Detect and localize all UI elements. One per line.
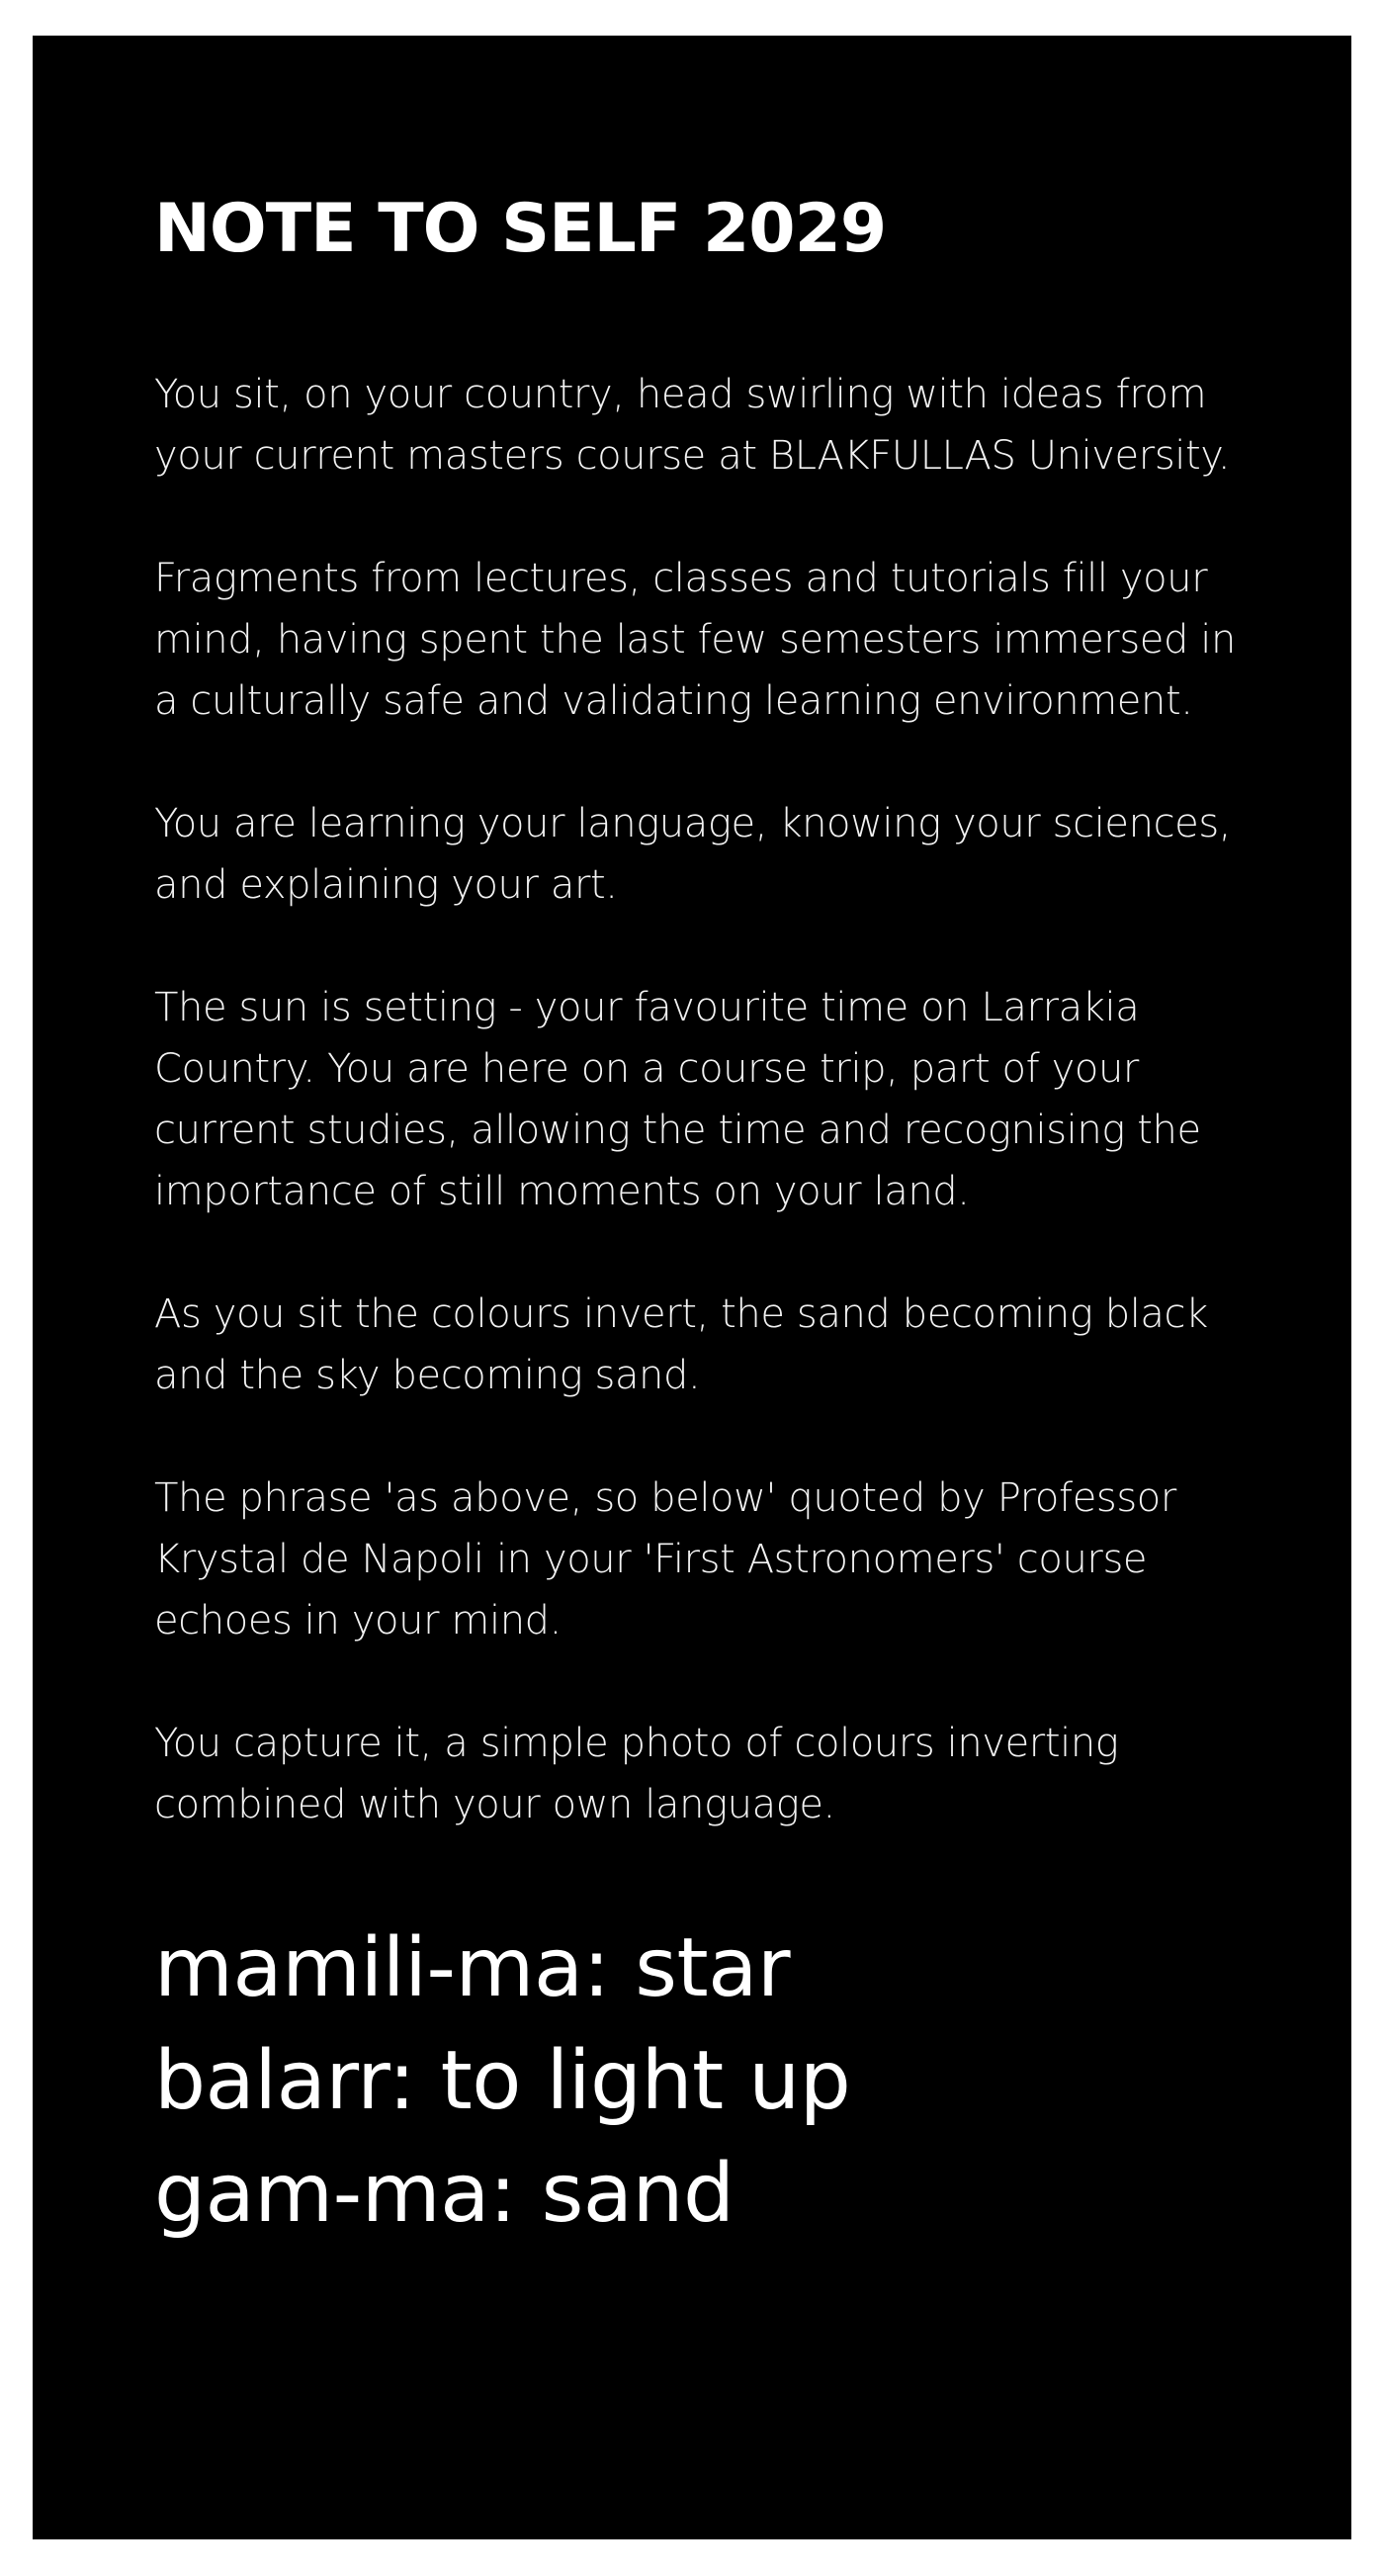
paragraph: You sit, on your country, head swirling with ideas from your current masters course at BLAKFULLAS University. xyxy=(154,372,1231,479)
paragraph: As you sit the colours invert, the sand becoming black and the sky becoming sand. xyxy=(154,1291,1208,1398)
language-glossary xyxy=(154,1912,1233,2251)
paragraph: You capture it, a simple photo of colours inverting combined with your own language. xyxy=(154,1721,1119,1827)
paragraph: Fragments from lectures, classes and tutorials fill your mind, having spent the last few semesters immersed in a culturally safe and validating learning environment. xyxy=(154,556,1236,724)
note-card xyxy=(33,36,1351,2539)
glossary-entry: mamili-ma: star xyxy=(154,1921,791,2015)
paragraph: You are learning your language, knowing your sciences, and explaining your art. xyxy=(154,801,1232,908)
paragraph: The phrase 'as above, so below' quoted by Professor Krystal de Napoli in your 'First Astronomers' course echoes in your mind. xyxy=(154,1475,1176,1643)
note-body xyxy=(154,364,1242,1835)
page-title: NOTE TO SELF 2029 xyxy=(154,190,887,268)
glossary-entry: balarr: to light up xyxy=(154,2034,851,2128)
glossary-entry: gam-ma: sand xyxy=(154,2147,735,2241)
paragraph: The sun is setting - your favourite time on Larrakia Country. You are here on a course trip, part of your current studies, allowing the time and recognising the importance of still moments on your land. xyxy=(154,985,1201,1214)
